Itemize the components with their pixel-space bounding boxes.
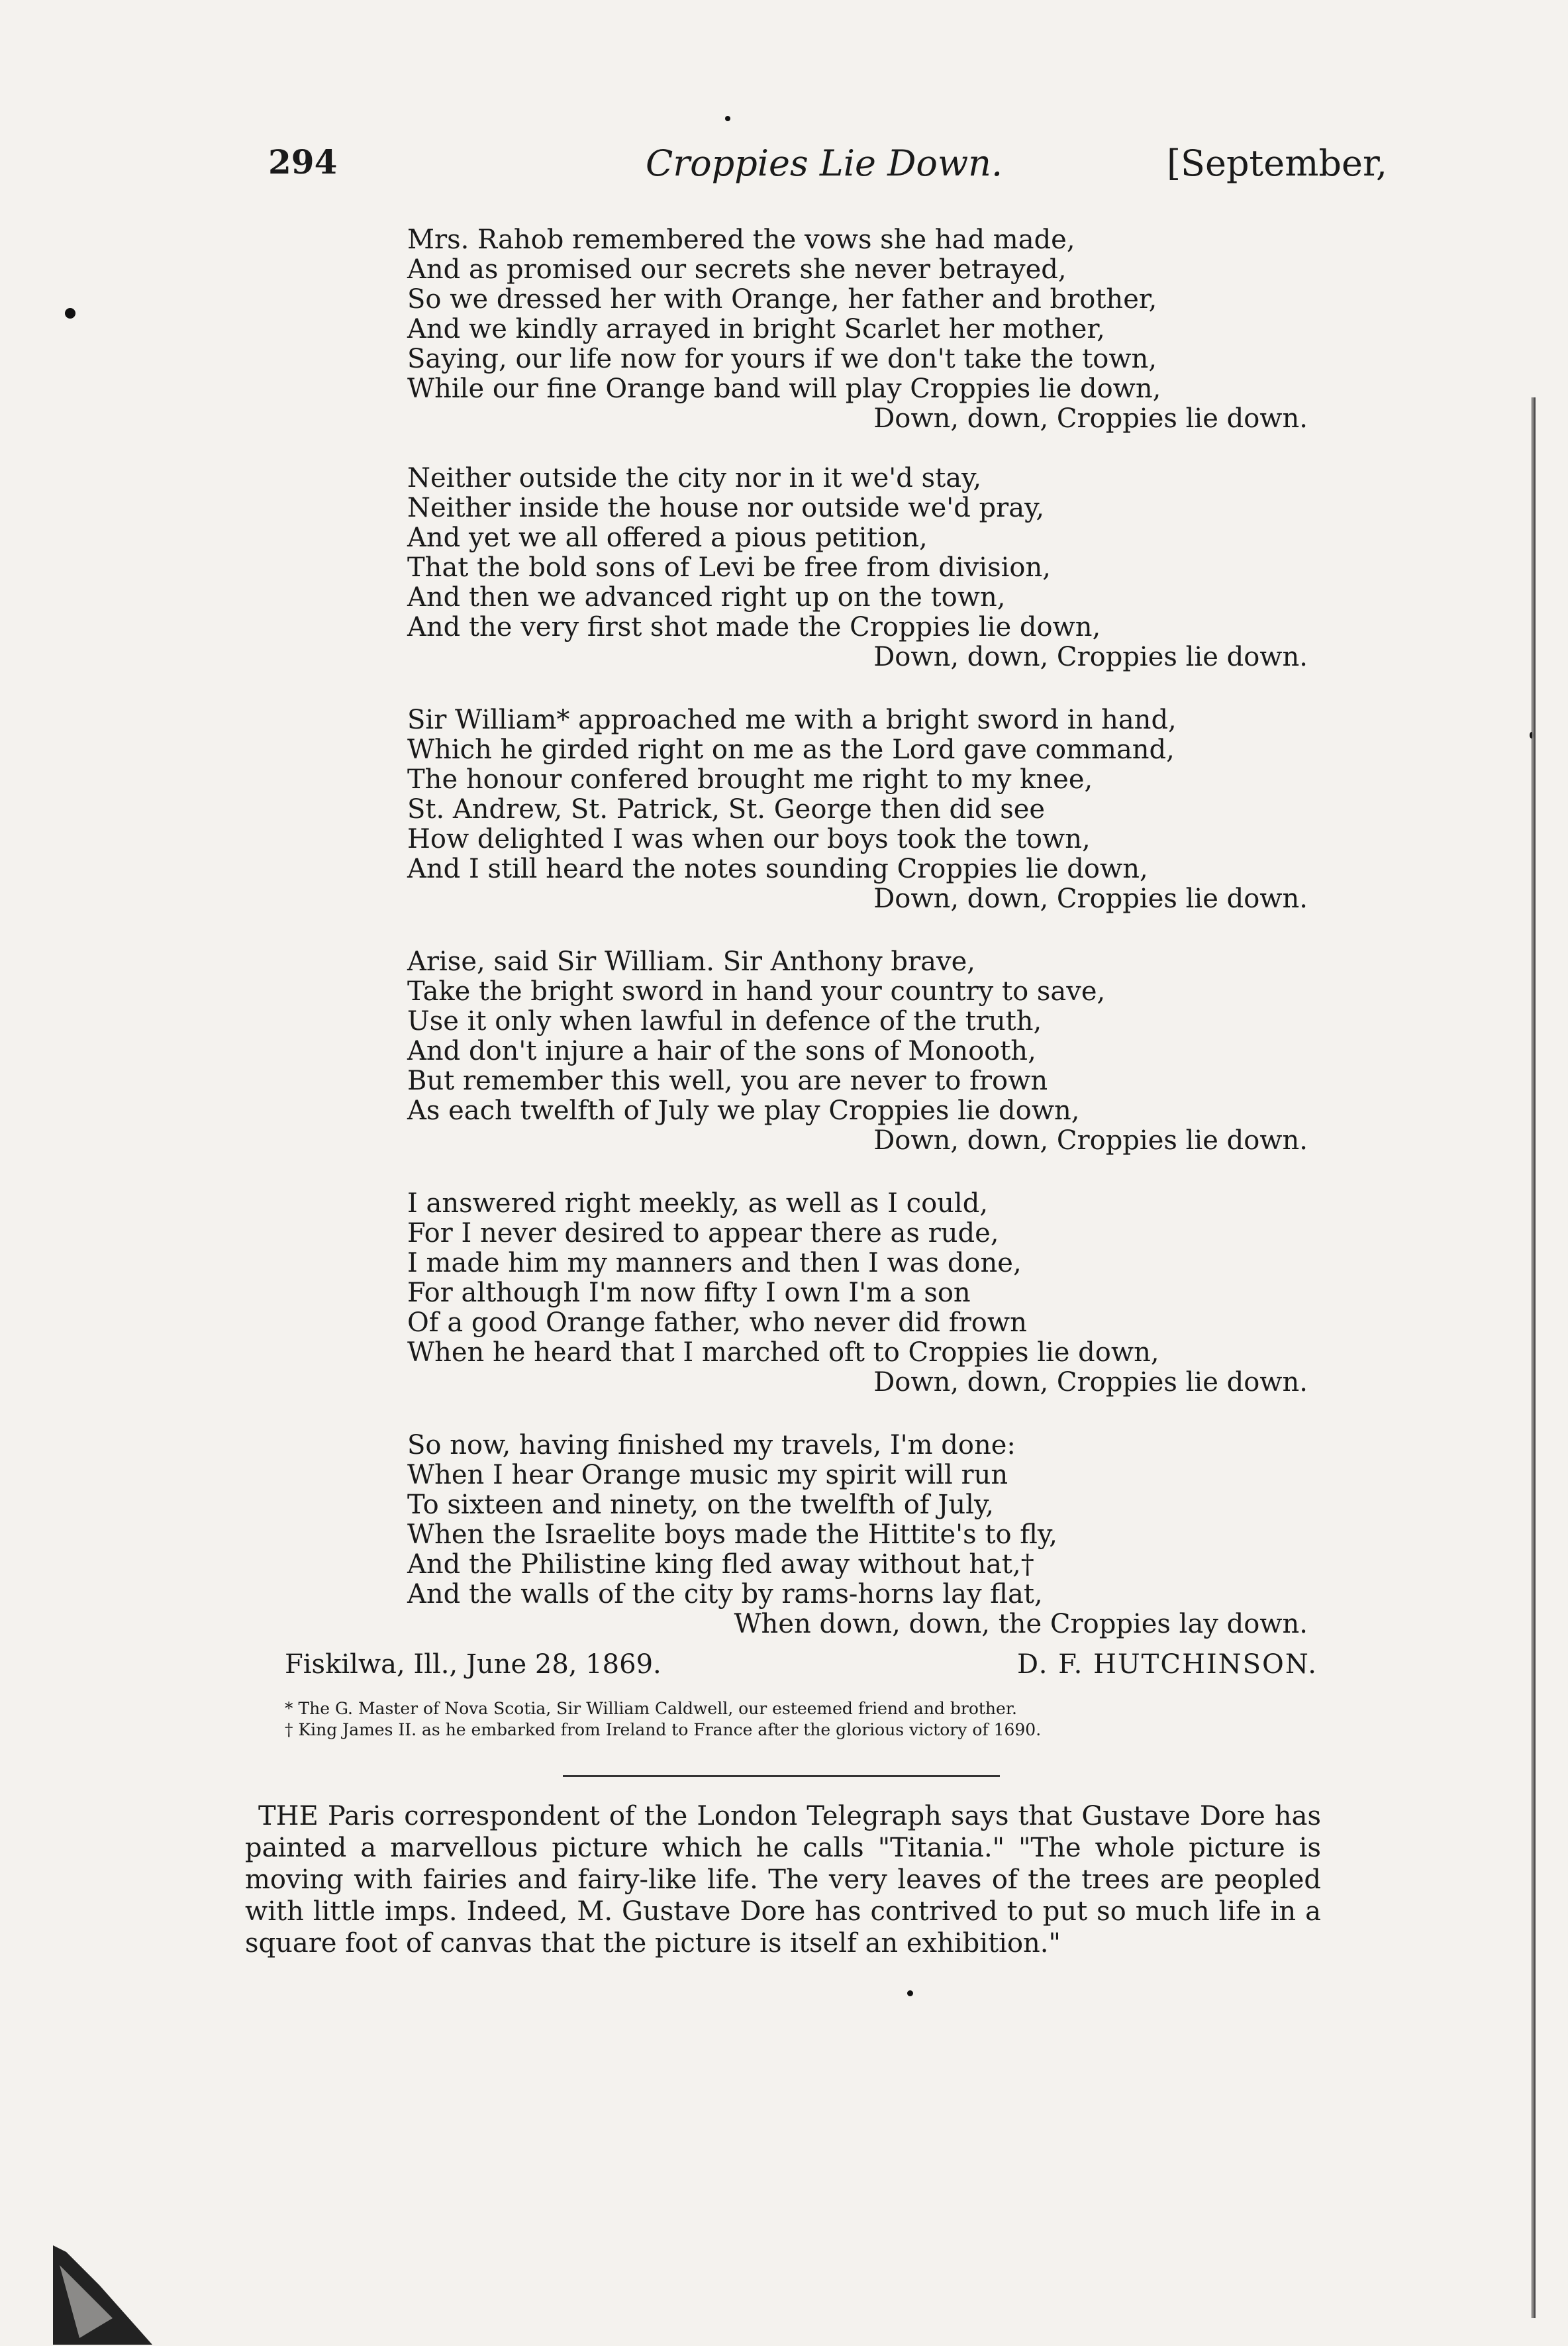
poem-line: How delighted I was when our boys took the town, bbox=[407, 824, 1091, 854]
refrain-text: Down, down, Croppies lie down. bbox=[873, 1125, 1308, 1156]
poem-stanza-1 bbox=[407, 225, 1308, 434]
running-title: Croppies Lie Down. bbox=[646, 142, 1003, 184]
poem-line: Neither outside the city nor in it we'd stay, bbox=[407, 463, 982, 493]
poem-line: And yet we all offered a pious petition, bbox=[407, 523, 928, 553]
poem-stanza-3 bbox=[407, 705, 1308, 914]
poem-line: And then we advanced right up on the town, bbox=[407, 582, 1006, 613]
author-name: D. F. HUTCHINSON. bbox=[1017, 1649, 1318, 1680]
poem-line: Arise, said Sir William. Sir Anthony brave, bbox=[407, 946, 975, 977]
refrain-text: Down, down, Croppies lie down. bbox=[873, 642, 1308, 672]
poem-line: I made him my manners and then I was done, bbox=[407, 1248, 1022, 1278]
poem-line: And the very first shot made the Croppies lie down, bbox=[407, 612, 1101, 642]
poem-line: Saying, our life now for yours if we don't take the town, bbox=[407, 344, 1157, 374]
poem-stanza-6 bbox=[407, 1431, 1308, 1639]
section-divider bbox=[563, 1775, 1000, 1777]
refrain-line bbox=[407, 642, 1308, 672]
poem-line: But remember this well, you are never to frown bbox=[407, 1066, 1048, 1096]
signature-line bbox=[285, 1649, 1318, 1682]
page-edge-artifact bbox=[1530, 397, 1538, 2318]
refrain-text: When down, down, the Croppies lay down. bbox=[734, 1609, 1308, 1639]
footnote: * The G. Master of Nova Scotia, Sir William Caldwell, our esteemed friend and brother. bbox=[285, 1699, 1017, 1718]
refrain-text: Down, down, Croppies lie down. bbox=[873, 884, 1308, 914]
place-date: Fiskilwa, Ill., June 28, 1869. bbox=[285, 1649, 662, 1680]
poem-line: And don't injure a hair of the sons of Monooth, bbox=[407, 1036, 1036, 1066]
poem-line: While our fine Orange band will play Croppies lie down, bbox=[407, 374, 1161, 404]
poem-stanza-2 bbox=[407, 464, 1308, 672]
poem-line: And we kindly arrayed in bright Scarlet her mother, bbox=[407, 314, 1105, 344]
poem-line: St. Andrew, St. Patrick, St. George then did see bbox=[407, 794, 1046, 825]
refrain-line bbox=[407, 1368, 1308, 1398]
poem-line: So we dressed her with Orange, her father and brother, bbox=[407, 284, 1157, 315]
refrain-text: Down, down, Croppies lie down. bbox=[873, 1367, 1308, 1398]
ink-speck bbox=[65, 308, 75, 319]
poem-line: Of a good Orange father, who never did frown bbox=[407, 1307, 1027, 1338]
poem-line: And the Philistine king fled away without hat,† bbox=[407, 1549, 1034, 1580]
poem-line: So now, having finished my travels, I'm done: bbox=[407, 1430, 1016, 1460]
poem-line: Neither inside the house nor outside we'd pray, bbox=[407, 493, 1045, 523]
poem-line: And as promised our secrets she never betrayed, bbox=[407, 254, 1067, 285]
page-number: 294 bbox=[268, 142, 338, 181]
page-header bbox=[268, 142, 1387, 202]
poem-line: Mrs. Rahob remembered the vows she had made, bbox=[407, 225, 1075, 255]
poem-line: As each twelfth of July we play Croppies lie down, bbox=[407, 1096, 1080, 1126]
ink-speck bbox=[907, 1990, 913, 1996]
poem-stanza-4 bbox=[407, 947, 1308, 1156]
poem-line: To sixteen and ninety, on the twelfth of July, bbox=[407, 1490, 994, 1520]
poem-line: Sir William* approached me with a bright sword in hand, bbox=[407, 705, 1177, 735]
refrain-line bbox=[407, 1126, 1308, 1156]
poem-line: Which he girded right on me as the Lord gave command, bbox=[407, 735, 1175, 765]
poem-stanza-5 bbox=[407, 1189, 1308, 1398]
poem-line: I answered right meekly, as well as I could, bbox=[407, 1188, 989, 1219]
refrain-line bbox=[407, 404, 1308, 434]
poem-line: When he heard that I marched oft to Croppies lie down, bbox=[407, 1337, 1159, 1368]
refrain-text: Down, down, Croppies lie down. bbox=[873, 403, 1308, 434]
refrain-line bbox=[407, 884, 1308, 914]
poem-line: And I still heard the notes sounding Croppies lie down, bbox=[407, 854, 1148, 884]
poem-line: That the bold sons of Levi be free from division, bbox=[407, 552, 1051, 583]
article-paragraph bbox=[245, 1800, 1321, 1959]
poem-line: For although I'm now fifty I own I'm a son bbox=[407, 1278, 971, 1308]
ink-speck bbox=[725, 116, 730, 121]
poem-line: The honour confered brought me right to my knee, bbox=[407, 764, 1093, 795]
poem-line: Use it only when lawful in defence of the truth, bbox=[407, 1006, 1042, 1037]
refrain-line bbox=[407, 1609, 1308, 1639]
corner-scan-artifact bbox=[53, 2245, 159, 2345]
footnote: † King James II. as he embarked from Ireland to France after the glorious victory of 1690. bbox=[285, 1720, 1042, 1739]
poem-line: Take the bright sword in hand your country to save, bbox=[407, 976, 1106, 1007]
poem-line: And the walls of the city by rams-horns lay flat, bbox=[407, 1579, 1043, 1609]
section-label: [September, bbox=[1166, 142, 1387, 184]
poem-line: When I hear Orange music my spirit will run bbox=[407, 1460, 1008, 1490]
article-text: THE Paris correspondent of the London Telegraph says that Gustave Dore has painted a marvellous picture which he calls "Titania." "The whole picture is moving with fairies and fairy-like life. The very leaves of the trees are peopled with little imps. Indeed, M. Gustave Dore has contrived to put so much life in a square foot of canvas that the picture is itself an exhibition." bbox=[245, 1801, 1321, 1959]
poem-line: When the Israelite boys made the Hittite's to fly, bbox=[407, 1519, 1057, 1550]
poem-line: For I never desired to appear there as rude, bbox=[407, 1218, 999, 1249]
